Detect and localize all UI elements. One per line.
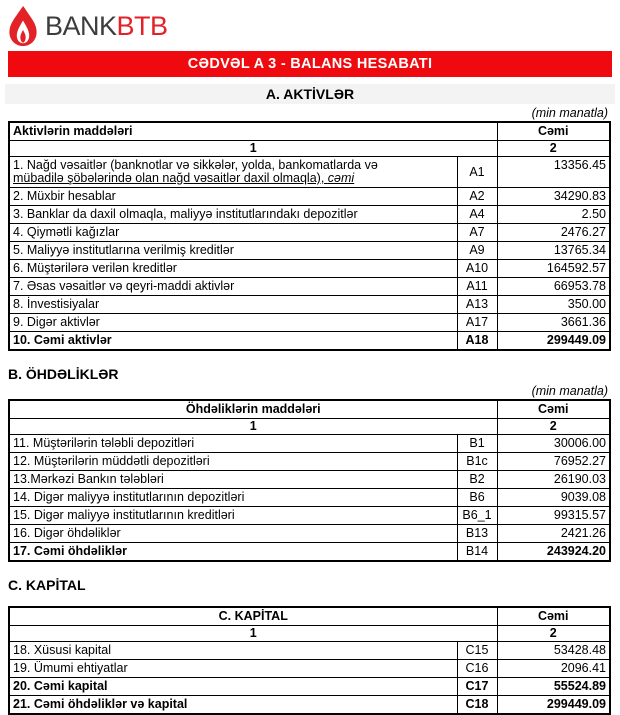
table-header-items: Aktivlərin maddələri: [9, 122, 497, 141]
item-value: 30006.00: [497, 435, 610, 453]
item-code: A11: [457, 278, 497, 296]
item-code: B13: [457, 525, 497, 543]
table-header-total: Cəmi: [497, 122, 610, 141]
item-label: 19. Ümumi ehtiyatlar: [9, 660, 457, 678]
table-header-items: Öhdəliklərin maddələri: [9, 400, 497, 419]
capital-table: [8, 606, 611, 715]
item-value: 350.00: [497, 296, 610, 314]
item-value: 55524.89: [497, 678, 610, 696]
item-code: A7: [457, 224, 497, 242]
col-num-2: 2: [497, 419, 610, 435]
item-code: A9: [457, 242, 497, 260]
item-label: 13.Mərkəzi Bankın tələbləri: [9, 471, 457, 489]
table-row: [9, 642, 610, 660]
item-value: 13356.45: [497, 157, 610, 188]
table-row: [9, 260, 610, 278]
table-row: [9, 696, 610, 715]
item-value: 299449.09: [497, 332, 610, 351]
item-code: C18: [457, 696, 497, 715]
table-row: [9, 678, 610, 696]
table-header-items: C. KAPİTAL: [9, 607, 497, 626]
item-label: 11. Müştərilərin tələbli depozitləri: [9, 435, 457, 453]
item-value: 164592.57: [497, 260, 610, 278]
bank-name-part2: BTB: [116, 11, 168, 41]
item-value: 99315.57: [497, 507, 610, 525]
item-code: A2: [457, 188, 497, 206]
item-label: 4. Qiymətli kağızlar: [9, 224, 457, 242]
table-header-row: [9, 122, 610, 141]
col-num-2: 2: [497, 626, 610, 642]
section-assets: [0, 84, 620, 351]
table-row: [9, 296, 610, 314]
table-row: [9, 224, 610, 242]
table-row: [9, 489, 610, 507]
item-value: 34290.83: [497, 188, 610, 206]
item-value: 76952.27: [497, 453, 610, 471]
col-num-1: 1: [9, 419, 497, 435]
item-label: 3. Banklar da daxil olmaqla, maliyyə institutlarındakı depozitlər: [9, 206, 457, 224]
table-row: [9, 471, 610, 489]
table-row: [9, 278, 610, 296]
table-row: [9, 332, 610, 351]
table-row: [9, 314, 610, 332]
item-code: A4: [457, 206, 497, 224]
table-row: [9, 206, 610, 224]
table-row: [9, 188, 610, 206]
unit-note: (min manatla): [531, 106, 608, 120]
item-label: 14. Digər maliyyə institutlarının depozitləri: [9, 489, 457, 507]
item-label: 1. Nağd vəsaitlər (banknotlar və sikkələr, yolda, bankomatlarda və mübadilə şöbələrində olan nağd vəsaitlər daxil olmaqla), cəmi: [9, 157, 457, 188]
item-code: A1: [457, 157, 497, 188]
col-num-1: 1: [9, 141, 497, 157]
assets-table: [8, 121, 611, 351]
item-code: B14: [457, 543, 497, 562]
item-label: 16. Digər öhdəliklər: [9, 525, 457, 543]
bank-name-part1: BANK: [45, 11, 117, 41]
item-code: C16: [457, 660, 497, 678]
item-value: 2476.27: [497, 224, 610, 242]
item-code: A17: [457, 314, 497, 332]
item-label: 21. Cəmi öhdəliklər və kapital: [9, 696, 457, 715]
item-code: A18: [457, 332, 497, 351]
table-row: [9, 543, 610, 562]
unit-note: (min manatla): [531, 384, 608, 398]
column-number-row: [9, 419, 610, 435]
table-header-row: [9, 607, 610, 626]
table-row: [9, 507, 610, 525]
item-code: C17: [457, 678, 497, 696]
bank-logo: [0, 0, 620, 47]
item-value: 2421.26: [497, 525, 610, 543]
table-header-total: Cəmi: [497, 607, 610, 626]
bank-name: [45, 6, 168, 46]
item-label: 18. Xüsusi kapital: [9, 642, 457, 660]
column-number-row: [9, 626, 610, 642]
liabilities-table: [8, 399, 611, 562]
item-label: 9. Digər aktivlər: [9, 314, 457, 332]
item-code: B1: [457, 435, 497, 453]
section-capital: [0, 577, 620, 715]
column-number-row: [9, 141, 610, 157]
item-code: B2: [457, 471, 497, 489]
item-value: 26190.03: [497, 471, 610, 489]
item-value: 2096.41: [497, 660, 610, 678]
item-label: 10. Cəmi aktivlər: [9, 332, 457, 351]
item-value: 243924.20: [497, 543, 610, 562]
item-label: 12. Müştərilərin müddətli depozitləri: [9, 453, 457, 471]
item-code: B6: [457, 489, 497, 507]
item-label: 6. Müştərilərə verilən kreditlər: [9, 260, 457, 278]
item-label: 15. Digər maliyyə institutlarının kreditləri: [9, 507, 457, 525]
table-row: [9, 157, 610, 188]
item-code: B6_1: [457, 507, 497, 525]
item-label: 5. Maliyyə institutlarına verilmiş kreditlər: [9, 242, 457, 260]
table-row: [9, 242, 610, 260]
item-code: B1c: [457, 453, 497, 471]
report-title-banner: CƏDVƏL A 3 - BALANS HESABATI: [8, 51, 612, 77]
item-value: 299449.09: [497, 696, 610, 715]
item-code: A10: [457, 260, 497, 278]
item-label: 17. Cəmi öhdəliklər: [9, 543, 457, 562]
table-row: [9, 435, 610, 453]
table-header-row: [9, 400, 610, 419]
col-num-2: 2: [497, 141, 610, 157]
section-liabilities: [0, 366, 620, 562]
item-value: 13765.34: [497, 242, 610, 260]
item-value: 3661.36: [497, 314, 610, 332]
table-row: [9, 525, 610, 543]
table-row: [9, 660, 610, 678]
col-num-1: 1: [9, 626, 497, 642]
item-code: A13: [457, 296, 497, 314]
item-code: C15: [457, 642, 497, 660]
section-a-heading: A. AKTİVLƏR: [5, 84, 615, 104]
item-label: 2. Müxbir hesablar: [9, 188, 457, 206]
item-label: 20. Cəmi kapital: [9, 678, 457, 696]
section-b-heading: B. ÖHDƏLİKLƏR: [8, 366, 119, 382]
table-header-total: Cəmi: [497, 400, 610, 419]
item-value: 66953.78: [497, 278, 610, 296]
table-row: [9, 453, 610, 471]
section-c-heading: C. KAPİTAL: [8, 577, 86, 593]
item-label: 8. İnvestisiyalar: [9, 296, 457, 314]
item-label: 7. Əsas vəsaitlər və qeyri-maddi aktivlər: [9, 278, 457, 296]
item-value: 53428.48: [497, 642, 610, 660]
item-value: 9039.08: [497, 489, 610, 507]
item-value: 2.50: [497, 206, 610, 224]
flame-icon: [8, 6, 38, 46]
